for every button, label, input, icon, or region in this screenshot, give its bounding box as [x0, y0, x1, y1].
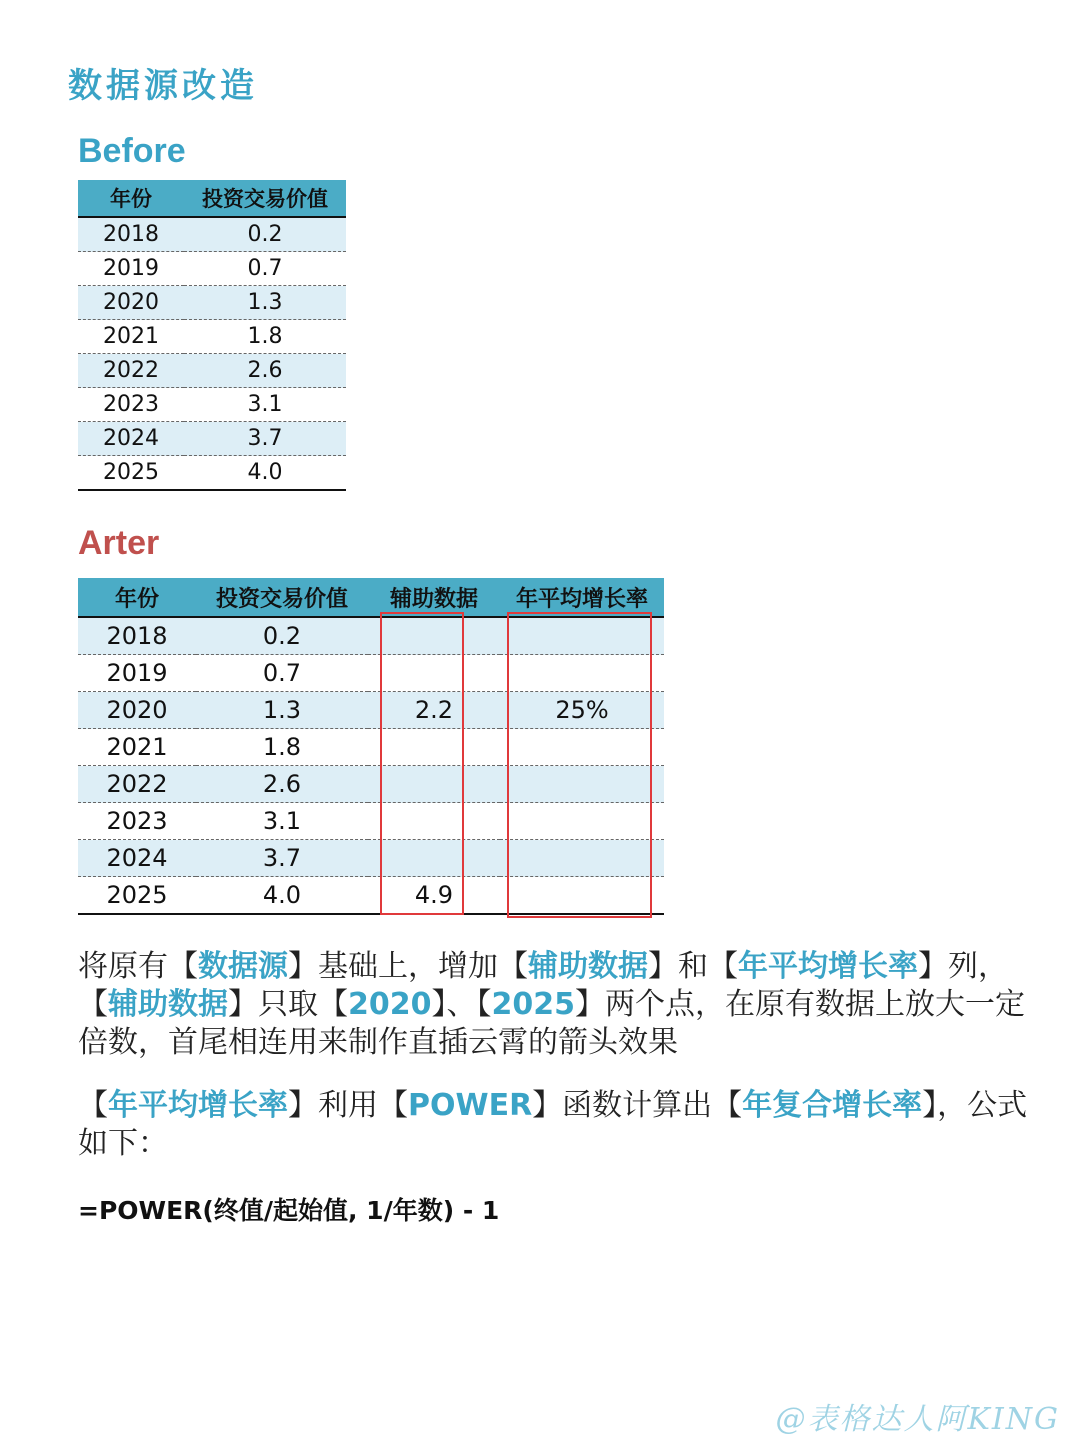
- table-row: [78, 354, 346, 388]
- formula-text: =POWER(终值/起始值, 1/年数) - 1: [78, 1196, 500, 1225]
- table-row: [78, 217, 346, 252]
- highlight-term: 数据源: [198, 949, 288, 984]
- highlight-term: 年平均增长率: [108, 1088, 288, 1123]
- highlight-term: 2020: [348, 987, 432, 1022]
- table-cell: 0.2: [184, 217, 346, 252]
- table-cell: 2019: [78, 252, 184, 286]
- table-cell: 2.6: [196, 766, 368, 803]
- text-run: 】两个点，在原有数据上放大一定倍数，首尾相连用来制作直插云霄的箭头效果: [78, 987, 1025, 1060]
- text-run: 】和【: [648, 949, 738, 984]
- text-run: 】基础上，增加【: [288, 949, 528, 984]
- table-cell: 3.7: [196, 840, 368, 877]
- table-cell: 2025: [78, 456, 184, 491]
- table-cell: 2023: [78, 388, 184, 422]
- table-cell: 1.3: [196, 692, 368, 729]
- before-table: [78, 180, 346, 491]
- header-value: 投资交易价值: [184, 180, 346, 217]
- highlight-term: 2025: [491, 987, 575, 1022]
- table-cell: 3.7: [184, 422, 346, 456]
- table-cell: 1.8: [184, 320, 346, 354]
- description-paragraph: [78, 948, 1028, 1062]
- table-row: [78, 456, 346, 491]
- table-cell: 2020: [78, 692, 196, 729]
- table-cell: 3.1: [196, 803, 368, 840]
- table-cell: 0.7: [196, 655, 368, 692]
- text-run: 】只取【: [228, 987, 348, 1022]
- table-cell: 1.3: [184, 286, 346, 320]
- table-row: [78, 252, 346, 286]
- text-run: 】、【: [431, 987, 492, 1022]
- table-cell: 2023: [78, 803, 196, 840]
- text-run: 】，公式如下：: [78, 1088, 1028, 1161]
- table-row: [78, 388, 346, 422]
- table-cell: 2024: [78, 422, 184, 456]
- table-row: [78, 422, 346, 456]
- table-cell: 4.0: [196, 877, 368, 915]
- page-title: 数据源改造: [68, 66, 258, 106]
- table-cell: 25%: [500, 692, 664, 729]
- table-cell: 2019: [78, 655, 196, 692]
- table-cell: 2.2: [368, 692, 500, 729]
- header-year: 年份: [78, 578, 196, 617]
- table-cell: 1.8: [196, 729, 368, 766]
- table-cell: 2018: [78, 217, 184, 252]
- cagr-column-highlight-box: [507, 612, 652, 918]
- table-cell: 3.1: [184, 388, 346, 422]
- table-cell: 2018: [78, 617, 196, 655]
- table-cell: 2021: [78, 729, 196, 766]
- header-year: 年份: [78, 180, 184, 217]
- text-run: 】函数计算出【: [532, 1088, 743, 1123]
- table-cell: 2022: [78, 766, 196, 803]
- table-cell: 2020: [78, 286, 184, 320]
- text-run: 】利用【: [288, 1088, 408, 1123]
- table-cell: 2025: [78, 877, 196, 915]
- table-row: [78, 320, 346, 354]
- table-cell: 4.0: [184, 456, 346, 491]
- table-header-row: [78, 180, 346, 217]
- highlight-term: 年平均增长率: [738, 949, 918, 984]
- text-run: 【: [78, 1088, 108, 1123]
- table-row: [78, 286, 346, 320]
- highlight-term: 辅助数据: [528, 949, 648, 984]
- header-cagr: 年平均增长率: [500, 578, 664, 617]
- header-aux: 辅助数据: [368, 578, 500, 617]
- after-label: Arter: [78, 524, 160, 562]
- table-cell: 0.7: [184, 252, 346, 286]
- table-cell: 2021: [78, 320, 184, 354]
- table-cell: 4.9: [368, 877, 500, 915]
- table-cell: 2024: [78, 840, 196, 877]
- power-paragraph: [78, 1087, 1028, 1163]
- highlight-term: POWER: [408, 1088, 533, 1123]
- table-cell: 2.6: [184, 354, 346, 388]
- table-cell: 2022: [78, 354, 184, 388]
- watermark: @表格达人阿KING: [775, 1402, 1060, 1437]
- before-label: Before: [78, 132, 186, 170]
- highlight-term: 年复合增长率: [742, 1088, 923, 1123]
- text-run: 将原有【: [78, 949, 198, 984]
- header-value: 投资交易价值: [196, 578, 368, 617]
- text-run: 】列，【: [78, 949, 1008, 1022]
- aux-column-highlight-box: [380, 612, 464, 915]
- table-cell: 0.2: [196, 617, 368, 655]
- highlight-term: 辅助数据: [108, 987, 228, 1022]
